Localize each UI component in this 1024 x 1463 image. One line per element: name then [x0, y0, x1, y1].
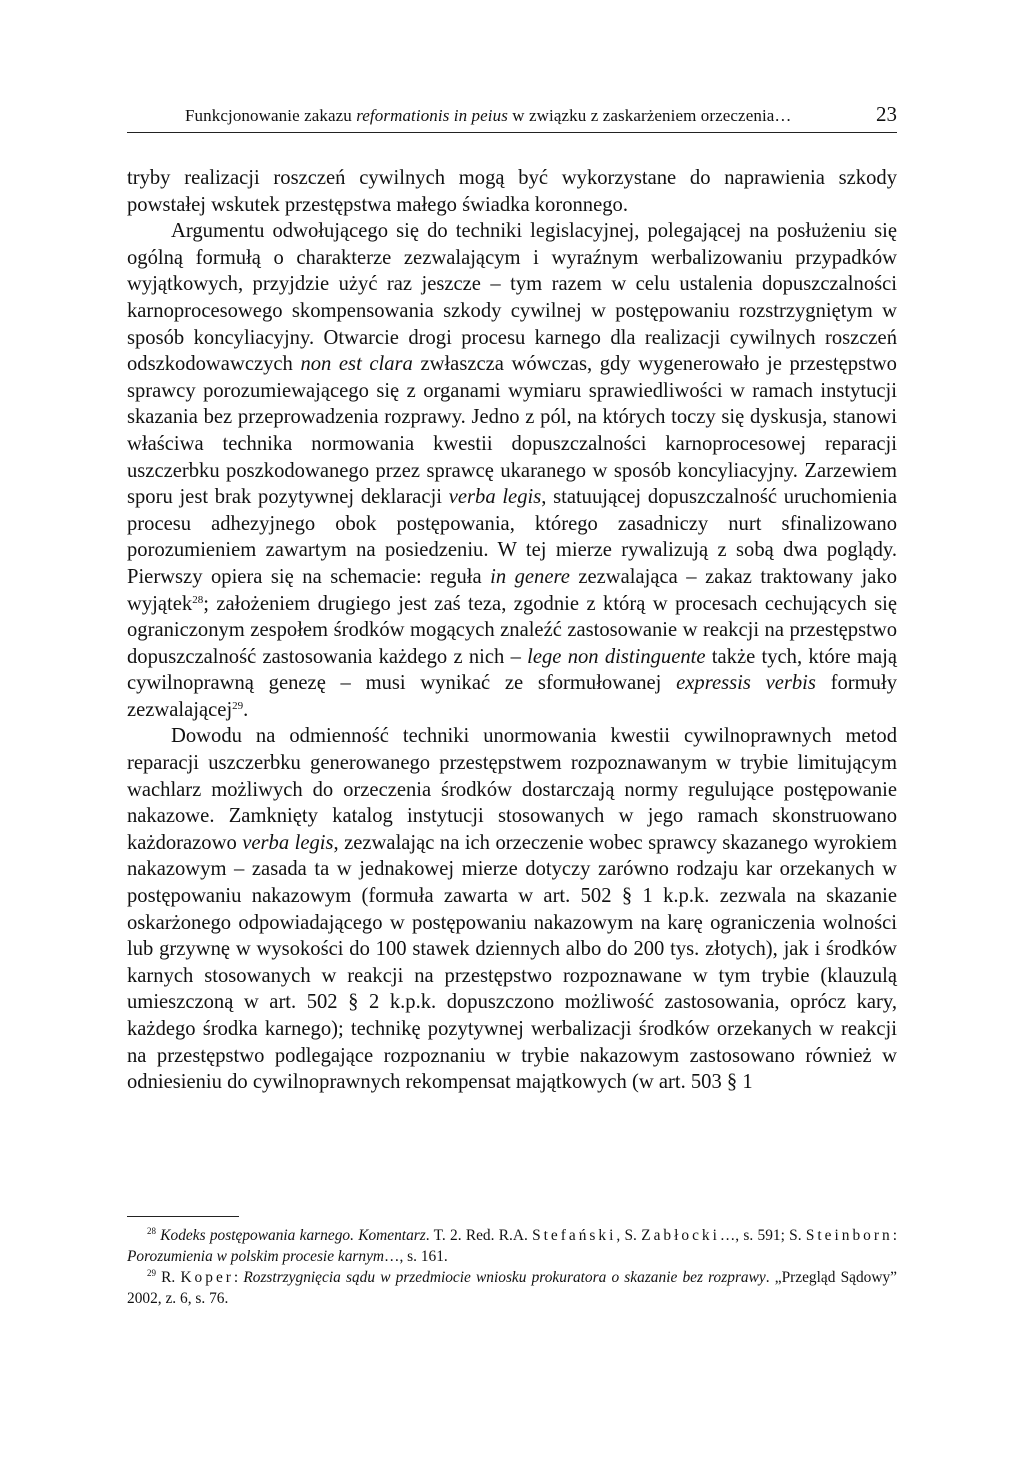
italic-phrase: lege non distinguente: [527, 645, 706, 668]
italic-phrase: verba legis: [448, 486, 542, 509]
text-run: ; założeniem drugiego jest zaś teza, zgodnie z którą w procesach cechujących się ograniczonym zespołem środków mogących znaleźć zastosowanie w reakcji na przestępstwo dopuszczalność zastosowania każdego z nich –: [127, 592, 897, 668]
running-head-italic: reformationis in peius: [356, 106, 508, 125]
footnote-text: …, s. 591; S.: [719, 1227, 806, 1244]
text-run: Argumentu odwołującego się do techniki legislacyjnej, polegającej na posłużeniu się ogólną formułą o charakterze zezwalającym i wyraźnym werbalizowaniu przypadków wyjątkowych, przyjdzie użyć raz jeszcze – tym razem w celu ustalenia dopuszczalności karnoprocesowego skompensowania szkody cywilnej w postępowaniu rozstrzygniętym w sposób koncyliacyjny. Otwarcie drogi procesu karnego dla realizacji cywilnych roszczeń odszkodowawczych: [127, 220, 897, 376]
footnote-text: . T. 2. Red. R.A.: [425, 1227, 533, 1244]
text-run: , statuującej dopuszczalność uruchomienia procesu adhezyjnego obok postępowania, którego zasadniczy nurt sfinalizowano porozumieniem zawartym na posiedzeniu. W tej mierze rywalizują z sobą dwa poglądy. Pierwszy opiera się na schemacie: reguła: [127, 486, 898, 588]
footnote-divider: [127, 1216, 239, 1217]
footnote-text: :: [233, 1269, 244, 1286]
footnote-text: R.: [156, 1269, 181, 1286]
paragraph-1: tryby realizacji roszczeń cywilnych mogą być wykorzystane do naprawienia szkody powstałej wskutek przestępstwa małego świadka koronnego.: [127, 167, 897, 216]
footnote-number: 29: [147, 1268, 156, 1278]
footnote-number: 28: [147, 1226, 156, 1236]
text-run: zwłaszcza wówczas, gdy wygenerowało je przestępstwo sprawcy porozumiewającego się z organami wymiaru sprawiedliwości w ramach instytucji skazania bez przeprowadzenia rozprawy. Jedno z pól, na których toczy się dyskusja, stanowi właściwa technika normowania kwestii dopuszczalności karnoprocesowej reparacji uszczerbku poszkodowanego przez sprawcę ukaranego w sposób koncyliacyjny. Zarzewiem sporu jest brak pozytywnej deklaracji: [127, 353, 897, 509]
page-header: [127, 100, 897, 133]
author-name: Zabłocki: [641, 1227, 720, 1244]
text-run: , zezwalając na ich orzeczenie wobec sprawcy skazanego wyrokiem nakazowym – zasada ta w jednakowej mierze dotyczy zarówno rodzaju kar orzekanych w postępowaniu nakazowym (formuła zawarta w art. 502 § 1 k.p.k. zezwala na skazanie oskarżonego odpowiadającego w postępowaniu nakazowym na karę ograniczenia wolności lub grzywnę w wysokości do 100 stawek dziennych albo do 200 tys. złotych), jak i środków karnych stosowanych w reakcji na przestępstwo rozpoznawane w tym trybie (klauzulą umieszczoną w art. 502 § 2 k.p.k. dopuszczono możliwość zastosowania, oprócz kary, każdego środka karnego); technikę pozytywnej werbalizacji środków orzekanych w reakcji na przestępstwo podlegające rozpoznaniu w trybie nakazowym zastosowano również w odniesieniu do cywilnoprawnych rekompensat majątkowych (w art. 503 § 1: [127, 831, 897, 1094]
text-run: także tych, które mają cywilnoprawną genezę – musi wynikać ze sformułowanej: [127, 645, 897, 695]
footnote-text: , S.: [616, 1227, 642, 1244]
footnote-title: Kodeks postępowania karnego. Komentarz: [160, 1227, 426, 1244]
footnote-title: Rozstrzygnięcia sądu w przedmiocie wniosku prokuratora o skazanie bez rozprawy: [243, 1269, 766, 1286]
italic-phrase: expressis verbis: [676, 672, 816, 695]
footnote-ref-29[interactable]: 29: [232, 699, 244, 712]
text-run: zezwalająca – zakaz traktowany jako wyjątek: [127, 565, 898, 615]
footnote-29: [127, 1267, 897, 1309]
footnote-title: Porozumienia w polskim procesie karnym: [127, 1248, 385, 1265]
italic-phrase: in genere: [490, 565, 570, 588]
footnotes: [127, 1225, 897, 1309]
footnote-28: [127, 1225, 897, 1267]
running-head-text-end: w związku z zaskarżeniem orzeczenia…: [507, 106, 792, 125]
author-name: Steinborn: [805, 1227, 893, 1244]
footnote-text: :: [892, 1227, 897, 1244]
author-name: Stefański: [532, 1227, 617, 1244]
author-name: Koper: [180, 1269, 234, 1286]
italic-phrase: non est clara: [300, 353, 413, 376]
footnote-text: . „Przegląd Sądowy” 2002, z. 6, s. 76.: [127, 1269, 897, 1307]
text-run: Dowodu na odmienność techniki unormowania kwestii cywilnoprawnych metod reparacji uszczerbku generowanego przestępstwem rozpoznawanym w trybie limitującym wachlarz możliwych do orzeczenia środków dostarczają normy regulujące postępowanie nakazowe. Zamknięty katalog instytucji stosowanych w jego ramach skonstruowano każdorazowo: [127, 725, 897, 854]
running-head-text: Funkcjonowanie zakazu: [185, 106, 357, 125]
paragraph-3: [127, 723, 897, 1095]
italic-phrase: verba legis: [242, 831, 334, 854]
text-run: formuły zezwalającej: [127, 672, 897, 721]
page-number: 23: [876, 102, 897, 126]
text-run: .: [243, 698, 249, 721]
paragraph-2: [127, 218, 897, 723]
footnote-ref-28[interactable]: 28: [192, 593, 204, 606]
footnote-text: …, s. 161.: [384, 1248, 448, 1265]
body-text: [127, 165, 897, 1096]
running-head: [185, 106, 792, 126]
